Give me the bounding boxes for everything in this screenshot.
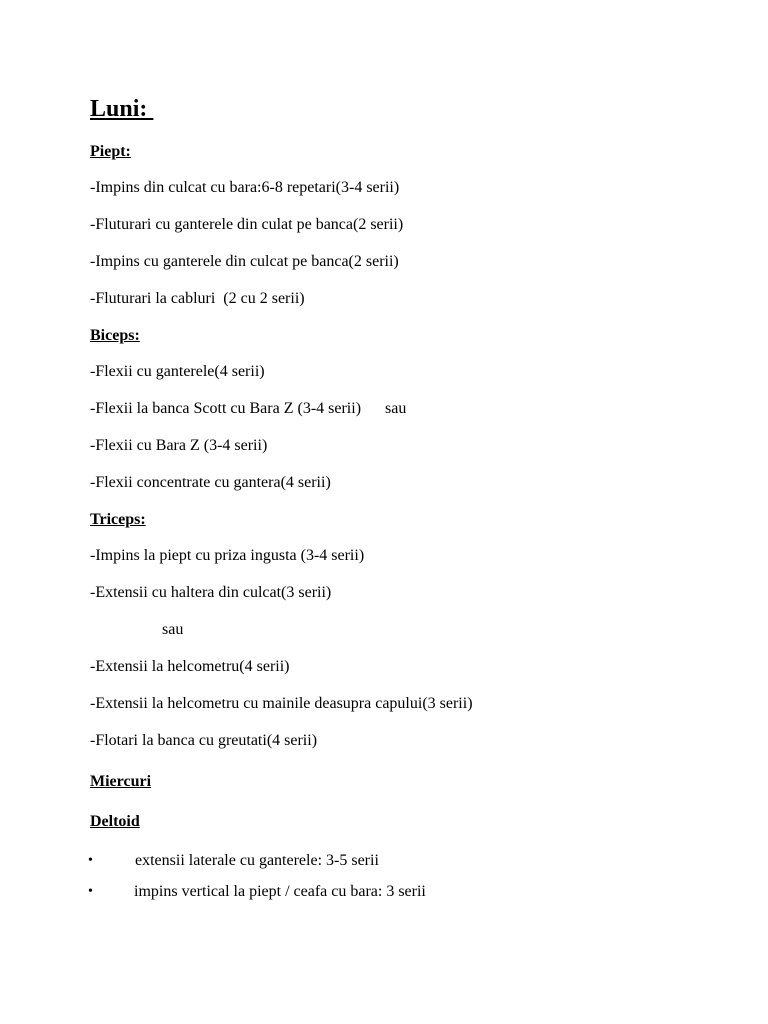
exercise-line: -Extensii la helcometru(4 serii): [90, 658, 290, 675]
exercise-line: -Flexii cu Bara Z (3-4 serii): [90, 437, 268, 454]
day-title-luni: Luni:: [90, 96, 154, 122]
exercise-line: -Flexii concentrate cu gantera(4 serii): [90, 474, 331, 491]
bullet-list-item: [88, 882, 426, 962]
bullet-icon: •: [88, 853, 93, 868]
exercise-line: -Fluturari la cabluri (2 cu 2 serii): [90, 290, 305, 307]
exercise-line: -Flexii la banca Scott cu Bara Z (3-4 serii) sau: [90, 400, 407, 417]
bullet-item-text: impins vertical la piept / ceafa cu bara: 3 serii: [134, 883, 426, 900]
exercise-line: -Extensii la helcometru cu mainile deasupra capului(3 serii): [90, 695, 473, 712]
day-heading-miercuri: Miercuri: [90, 773, 152, 790]
bullet-icon: •: [88, 884, 93, 899]
exercise-line: -Flotari la banca cu greutati(4 serii): [90, 732, 318, 749]
exercise-line: -Flexii cu ganterele(4 serii): [90, 363, 265, 380]
alternative-separator: sau: [90, 621, 184, 638]
exercise-line: -Fluturari cu ganterele din culat pe banca(2 serii): [90, 216, 404, 233]
exercise-line: -Impins cu ganterele din culcat pe banca(2 serii): [90, 253, 399, 270]
exercise-line: -Impins la piept cu priza ingusta (3-4 serii): [90, 547, 365, 564]
exercise-line: -Extensii cu haltera din culcat(3 serii): [90, 584, 332, 601]
exercise-line: -Impins din culcat cu bara:6-8 repetari(3-4 serii): [90, 179, 400, 196]
section-heading-piept: Piept:: [90, 143, 131, 160]
bullet-item-text: extensii laterale cu ganterele: 3-5 serii: [135, 852, 379, 869]
section-heading-triceps: Triceps:: [90, 511, 146, 528]
section-heading-biceps: Biceps:: [90, 327, 140, 344]
section-heading-deltoid: Deltoid: [90, 813, 140, 830]
